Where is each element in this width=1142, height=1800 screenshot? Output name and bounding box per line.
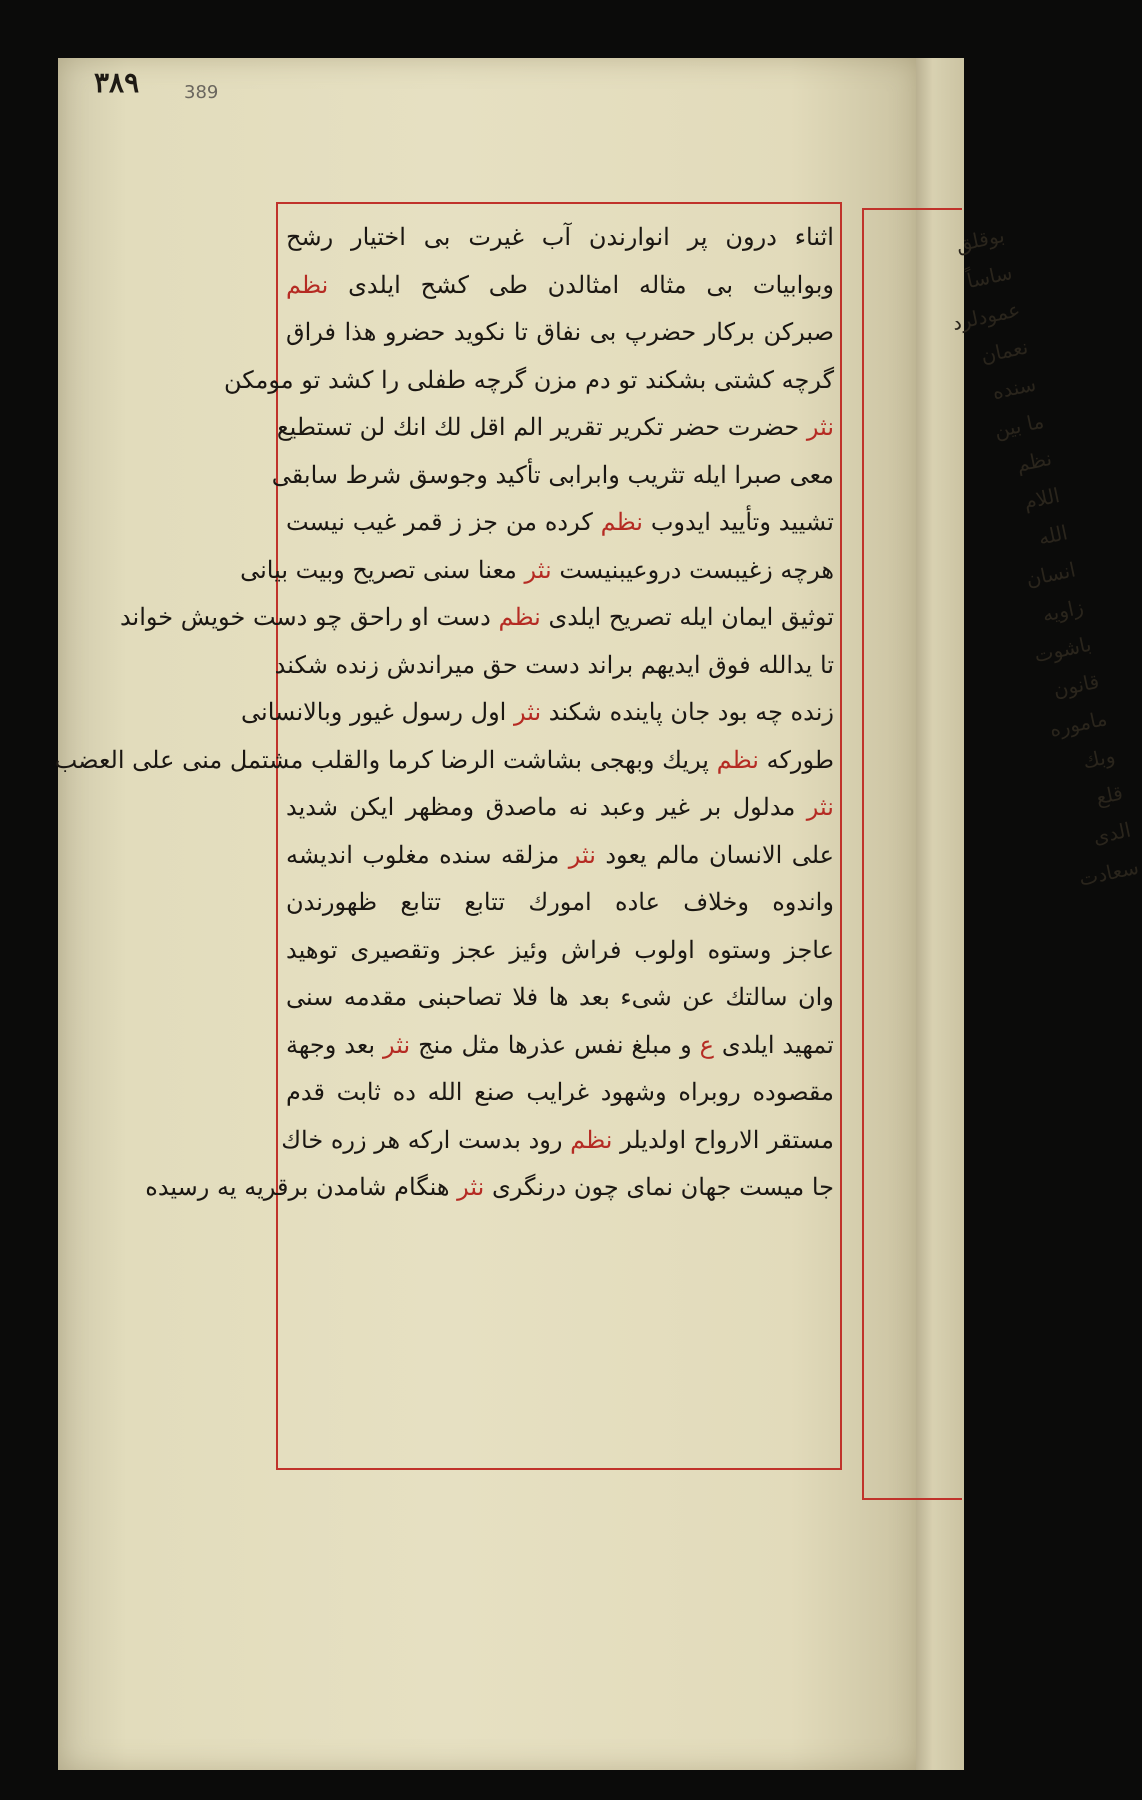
word: ومظهر [405, 793, 475, 821]
word: معی [789, 460, 834, 489]
margin-line: اللام [1021, 483, 1062, 514]
word: وجهة [286, 1030, 337, 1059]
word: ارکه [407, 1125, 451, 1154]
word: شیء [620, 983, 672, 1011]
word: وشهود [600, 1078, 667, 1106]
word: چون [573, 1173, 619, 1201]
margin-line: انسان [1023, 557, 1078, 592]
word: ظهورندن [286, 888, 378, 916]
word: ماصدق [485, 793, 558, 821]
folio-number-arabic: ٣٨٩ [94, 66, 140, 99]
word: اول [470, 698, 507, 726]
word: عن [682, 983, 715, 1011]
word: معنا [477, 555, 517, 584]
text-line [223, 357, 834, 403]
word: اختیار [351, 223, 406, 251]
rubric-word: نظم [498, 603, 541, 631]
word: عاجز [784, 935, 834, 964]
word: ایلدی [721, 1030, 775, 1059]
text-line [274, 642, 834, 688]
word: ایدیهم [640, 650, 701, 679]
word: الارواح [693, 1125, 760, 1154]
word: ثابت [336, 1078, 381, 1106]
rubric-word: نثر [806, 413, 834, 441]
word: چه [755, 698, 783, 726]
text-line [281, 1117, 834, 1163]
word: او [410, 603, 429, 631]
word: شکند [548, 698, 602, 726]
word: امورك [528, 888, 592, 916]
word: غیور [350, 698, 394, 726]
margin-line: نعمان [978, 334, 1031, 368]
word: رسول [401, 698, 463, 726]
margin-line: وبك [1080, 743, 1118, 774]
word: وتقصیری [350, 935, 441, 964]
word: تأکید [495, 460, 541, 489]
word: توهید [286, 935, 338, 964]
text-line [241, 689, 834, 735]
word: مزلقه [500, 840, 560, 869]
word: کشد [327, 365, 374, 394]
margin-line: ماموره [1047, 706, 1110, 742]
word: من [505, 508, 537, 536]
margin-line: زاویه [1040, 594, 1086, 627]
word: تا [513, 318, 528, 346]
word: جز [469, 508, 498, 536]
word: خاك [281, 1125, 324, 1154]
word: وستوه [707, 935, 772, 964]
word: وخلاف [683, 888, 749, 916]
rubric-word: نثر [383, 1030, 411, 1059]
word: زنده [790, 698, 834, 726]
rubric-word: نظم [600, 508, 643, 536]
word: دست [436, 603, 491, 631]
word: دم [585, 365, 611, 394]
word: سابقی [271, 460, 339, 489]
rubric-word: نثر [568, 840, 596, 869]
word: وبوابیات [752, 270, 835, 299]
word: هذا [344, 318, 377, 346]
text-line [54, 737, 834, 783]
word: ایمان [721, 603, 774, 631]
word: تو [301, 365, 321, 394]
word: زره [330, 1125, 367, 1154]
word: بی [589, 318, 617, 346]
word: پاینده [609, 698, 663, 726]
word: بدست [457, 1125, 521, 1154]
word: وابرابی [548, 460, 620, 489]
margin-line: نظم [1014, 445, 1054, 477]
word: غیب [352, 508, 397, 536]
word: ایدوب [650, 508, 711, 536]
word: وئیز [509, 935, 549, 964]
word: صبرا [734, 460, 782, 489]
word: چو [314, 603, 343, 631]
text-block-frame [54, 202, 842, 1470]
word: مقدمه [343, 983, 408, 1011]
margin-line: قلع [1093, 780, 1125, 810]
word: درون [725, 223, 777, 251]
word: غیر [656, 793, 690, 821]
adjacent-page-margin-text [873, 216, 1142, 912]
word: میراندش [386, 650, 476, 679]
word: پریك [662, 745, 709, 774]
word: راحق [349, 603, 403, 631]
word: ده [392, 1078, 416, 1106]
word: ایلدی [348, 270, 401, 299]
word: کشح [420, 270, 469, 299]
word: لك [434, 413, 462, 441]
word: ایلدی [548, 603, 602, 631]
word: علی [132, 745, 175, 774]
word: میست [739, 1173, 805, 1201]
margin-line: بوقلق [953, 222, 1007, 257]
word: صنع [474, 1078, 515, 1106]
word: عجز [453, 935, 497, 964]
word: وبهجی [589, 745, 655, 774]
word: خویش [180, 603, 246, 631]
text-line [286, 1022, 834, 1068]
word: کرما [387, 745, 433, 774]
word: فوق [708, 650, 751, 679]
word: براند [587, 650, 634, 679]
word: مستقر [767, 1125, 834, 1154]
word: برکار [704, 318, 755, 346]
word: مثل [461, 1030, 500, 1059]
word: فراق [286, 318, 337, 346]
word: خواند [119, 603, 174, 631]
word: بعد [579, 983, 610, 1011]
rubric-word: نظم [716, 745, 759, 774]
word: بشاشت [502, 745, 583, 774]
rubric-word: نثر [524, 555, 552, 584]
margin-line: الدی [1090, 817, 1133, 849]
word: یدالله [758, 650, 813, 679]
word: هر [374, 1125, 401, 1154]
text-line [119, 594, 834, 640]
word: تا [820, 650, 834, 679]
word: حضرت [727, 413, 800, 441]
word: حق [482, 650, 518, 679]
word: اقل [469, 413, 506, 441]
word: آب [541, 223, 572, 251]
word: بشکند [645, 365, 707, 394]
word: رشح [286, 223, 334, 251]
word: بیانی [240, 555, 288, 584]
rubric-word: نظم [286, 270, 329, 299]
word: کرده [544, 508, 593, 536]
word: تصاحبنی [417, 983, 502, 1011]
margin-line: عمودلرد [949, 297, 1023, 335]
word: جهان [680, 1173, 732, 1201]
text-line [286, 879, 834, 925]
word: اولدیلر [620, 1125, 687, 1154]
word: هرچه [780, 555, 834, 584]
margin-line: باشوت [1032, 631, 1094, 668]
word: ایکن [349, 793, 395, 821]
text-line [286, 1069, 834, 1115]
word: وبالانسانی [241, 698, 343, 726]
word: تصریح [608, 603, 672, 631]
text-line [286, 927, 834, 973]
word: مغلوب [362, 840, 430, 869]
word: تستطیع [276, 413, 352, 441]
word: مالم [656, 840, 700, 869]
word: حضر [671, 413, 721, 441]
word: مثاله [639, 270, 687, 299]
word: تمهید [782, 1030, 834, 1059]
word: سنده [439, 840, 492, 869]
word: وعبد [599, 793, 646, 821]
word: ایله [679, 603, 714, 631]
text-line [286, 214, 834, 260]
text-line [145, 1164, 834, 1210]
text-line [240, 547, 834, 593]
rubric-word: نثر [457, 1173, 485, 1201]
word: روبراه [678, 1078, 741, 1106]
text-line [286, 262, 834, 308]
word: منی [182, 745, 223, 774]
word: عذرها [507, 1030, 567, 1059]
word: بی [423, 223, 451, 251]
word: بر [701, 793, 722, 821]
word: وجوسق [408, 460, 488, 489]
margin-line: سنده [990, 371, 1039, 405]
margin-line: قانون [1051, 668, 1102, 702]
word: قدم [286, 1078, 325, 1106]
rubric-word: نثر [513, 698, 542, 726]
text-line [286, 974, 834, 1020]
word: زنده [335, 650, 379, 679]
word: مشتمل [229, 745, 304, 774]
word: بود [717, 698, 748, 726]
word: العضب [54, 745, 125, 774]
word: نفس [574, 1030, 624, 1059]
word: نه [568, 793, 589, 821]
word: فراش [560, 935, 622, 964]
word: تو [618, 365, 638, 394]
word: امثالدن [547, 270, 620, 299]
word: شامدن [316, 1173, 387, 1201]
word: رود [528, 1125, 563, 1154]
word: بی [706, 270, 734, 299]
word: سالتك [725, 983, 788, 1011]
word: تکریر [610, 413, 664, 441]
word: تتابع [400, 888, 442, 916]
word: دست [252, 603, 308, 631]
word: گرچه [473, 365, 527, 394]
margin-line: ما بین [992, 408, 1046, 443]
word: گرچه [781, 365, 834, 394]
text-line [286, 832, 834, 878]
word: منج [418, 1030, 454, 1059]
main-text-block [54, 214, 835, 1462]
word: درنگری [491, 1173, 567, 1201]
word: تقریر [550, 413, 603, 441]
word: هنگام [394, 1173, 450, 1201]
word: عاده [615, 888, 660, 916]
word: الم [513, 413, 544, 441]
word: واندوه [772, 888, 834, 916]
word: دست [525, 650, 580, 679]
word: وبیت [295, 555, 345, 584]
word: برقریه [244, 1173, 309, 1201]
word: سنی [286, 983, 334, 1011]
word: طورکه [766, 745, 834, 774]
word: حضرپ [624, 318, 697, 346]
word: تصریح [352, 555, 416, 584]
word: شکند [274, 650, 328, 679]
word: نیست [286, 508, 345, 536]
word: زغیبست [689, 555, 773, 584]
rubric-word: نظم [570, 1125, 613, 1154]
word: علی [791, 840, 834, 869]
word: مدلول [732, 793, 796, 821]
word: مقصوده [752, 1078, 834, 1106]
word: غیرت [468, 223, 524, 251]
rubric-word: ع [699, 1030, 714, 1059]
folio-number-pencil: 389 [184, 82, 219, 103]
word: لن [359, 413, 386, 441]
word: غرایب [526, 1078, 590, 1106]
text-line [271, 452, 834, 498]
adjacent-page-margin-frame [862, 208, 1141, 1500]
text-line [276, 404, 834, 450]
word: طفلی [406, 365, 467, 394]
word: جان [670, 698, 711, 726]
word: انوارندن [588, 223, 670, 251]
word: و [680, 1030, 692, 1059]
word: یه [217, 1173, 237, 1201]
word: سنی [422, 555, 471, 584]
word: نفاق [536, 318, 582, 346]
word: ها [548, 983, 569, 1011]
word: مبلغ [631, 1030, 673, 1059]
word: ایله [692, 460, 727, 489]
word: جا [811, 1173, 834, 1201]
word: نکوید [453, 318, 506, 346]
word: وتأیید [718, 508, 771, 536]
word: اثناء [794, 223, 834, 251]
word: فلا [512, 983, 539, 1011]
word: والقلب [311, 745, 381, 774]
word: کشتی [713, 365, 774, 394]
word: اندیشه [286, 840, 353, 869]
word: الله [427, 1078, 463, 1106]
word: بعد [344, 1030, 376, 1059]
word: توثیق [780, 603, 834, 631]
margin-line: الله [1036, 520, 1070, 550]
word: نمای [626, 1173, 673, 1201]
word: تتابع [464, 888, 506, 916]
word: یعود [605, 840, 647, 869]
word: مومکن [223, 365, 294, 394]
word: پر [687, 223, 708, 251]
word: صبرکن [763, 318, 834, 346]
word: انك [392, 413, 427, 441]
word: مزن [533, 365, 578, 394]
word: رسیده [145, 1173, 210, 1201]
word: تثریب [627, 460, 685, 489]
word: را [381, 365, 400, 394]
rubric-word: نثر [806, 793, 834, 821]
margin-line: ساساً [964, 260, 1015, 293]
word: تشیید [778, 508, 834, 536]
word: الانسان [708, 840, 783, 869]
text-line [286, 309, 834, 355]
word: الرضا [440, 745, 496, 774]
word: حضرو [384, 318, 446, 346]
text-line [286, 499, 834, 545]
text-line [286, 784, 834, 830]
word: وان [798, 983, 834, 1011]
word: قمر [403, 508, 443, 536]
word: شدید [286, 793, 338, 821]
word: طی [488, 270, 528, 299]
word: اولوب [634, 935, 695, 964]
word: شرط [345, 460, 402, 489]
word: دروعیبنیست [559, 555, 682, 584]
margin-line: سعادت [1076, 854, 1141, 891]
word: ز [450, 508, 463, 536]
